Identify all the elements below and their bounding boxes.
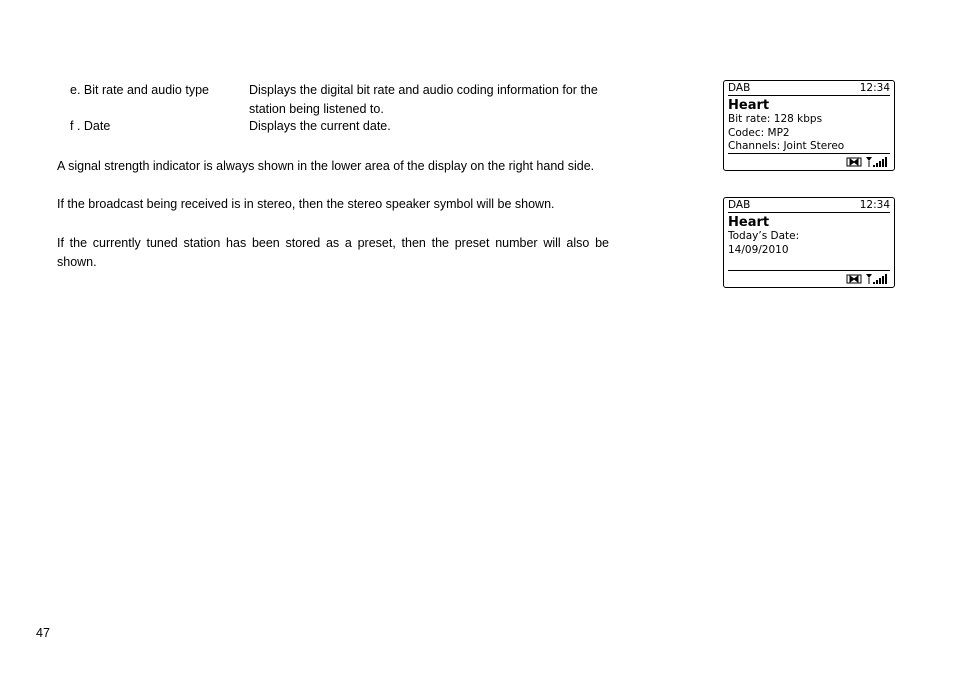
paragraph-stereo: If the broadcast being received is in stereo, then the stereo speaker symbol will be shown. bbox=[57, 197, 555, 211]
lcd-time: 12:34 bbox=[859, 199, 890, 211]
lcd-status-icons bbox=[846, 273, 888, 285]
stereo-speaker-icon bbox=[847, 158, 861, 166]
lcd-info-line: Today’s Date: bbox=[728, 230, 800, 242]
stereo-speaker-icon bbox=[847, 275, 861, 283]
definition-term-bitrate: e. Bit rate and audio type bbox=[70, 83, 209, 97]
lcd-info-line: Bit rate: 128 kbps bbox=[728, 113, 823, 125]
signal-strength-icon bbox=[866, 274, 887, 284]
lcd-time: 12:34 bbox=[859, 82, 890, 94]
lcd-info-line: 14/09/2010 bbox=[728, 243, 789, 256]
paragraph-signal-strength: A signal strength indicator is always shown in the lower area of the display on the right hand side. bbox=[57, 159, 595, 173]
lcd-display-bitrate bbox=[723, 80, 895, 171]
lcd-station-name: Heart bbox=[728, 215, 770, 230]
definition-desc-bitrate-line1: Displays the digital bit rate and audio coding information for the bbox=[249, 83, 598, 97]
lcd-header bbox=[728, 82, 890, 96]
definition-desc-date: Displays the current date. bbox=[249, 119, 391, 133]
lcd-header bbox=[728, 199, 890, 213]
lcd-band: DAB bbox=[728, 199, 751, 211]
lcd-station-name: Heart bbox=[728, 98, 770, 113]
lcd-info-line: Channels: Joint Stereo bbox=[728, 140, 845, 152]
lcd-display-date bbox=[723, 197, 895, 288]
signal-strength-icon bbox=[866, 157, 887, 167]
definition-desc-bitrate-line2: station being listened to. bbox=[249, 102, 384, 116]
paragraph-preset: If the currently tuned station has been stored as a preset, then the preset number will also be shown. bbox=[57, 236, 609, 269]
page-number: 47 bbox=[36, 626, 50, 640]
lcd-divider bbox=[728, 153, 890, 154]
lcd-divider bbox=[728, 270, 890, 271]
lcd-status-icons bbox=[846, 156, 888, 168]
lcd-info-line: Codec: MP2 bbox=[728, 126, 790, 139]
lcd-band: DAB bbox=[728, 82, 751, 94]
definition-term-date: f . Date bbox=[70, 119, 111, 133]
